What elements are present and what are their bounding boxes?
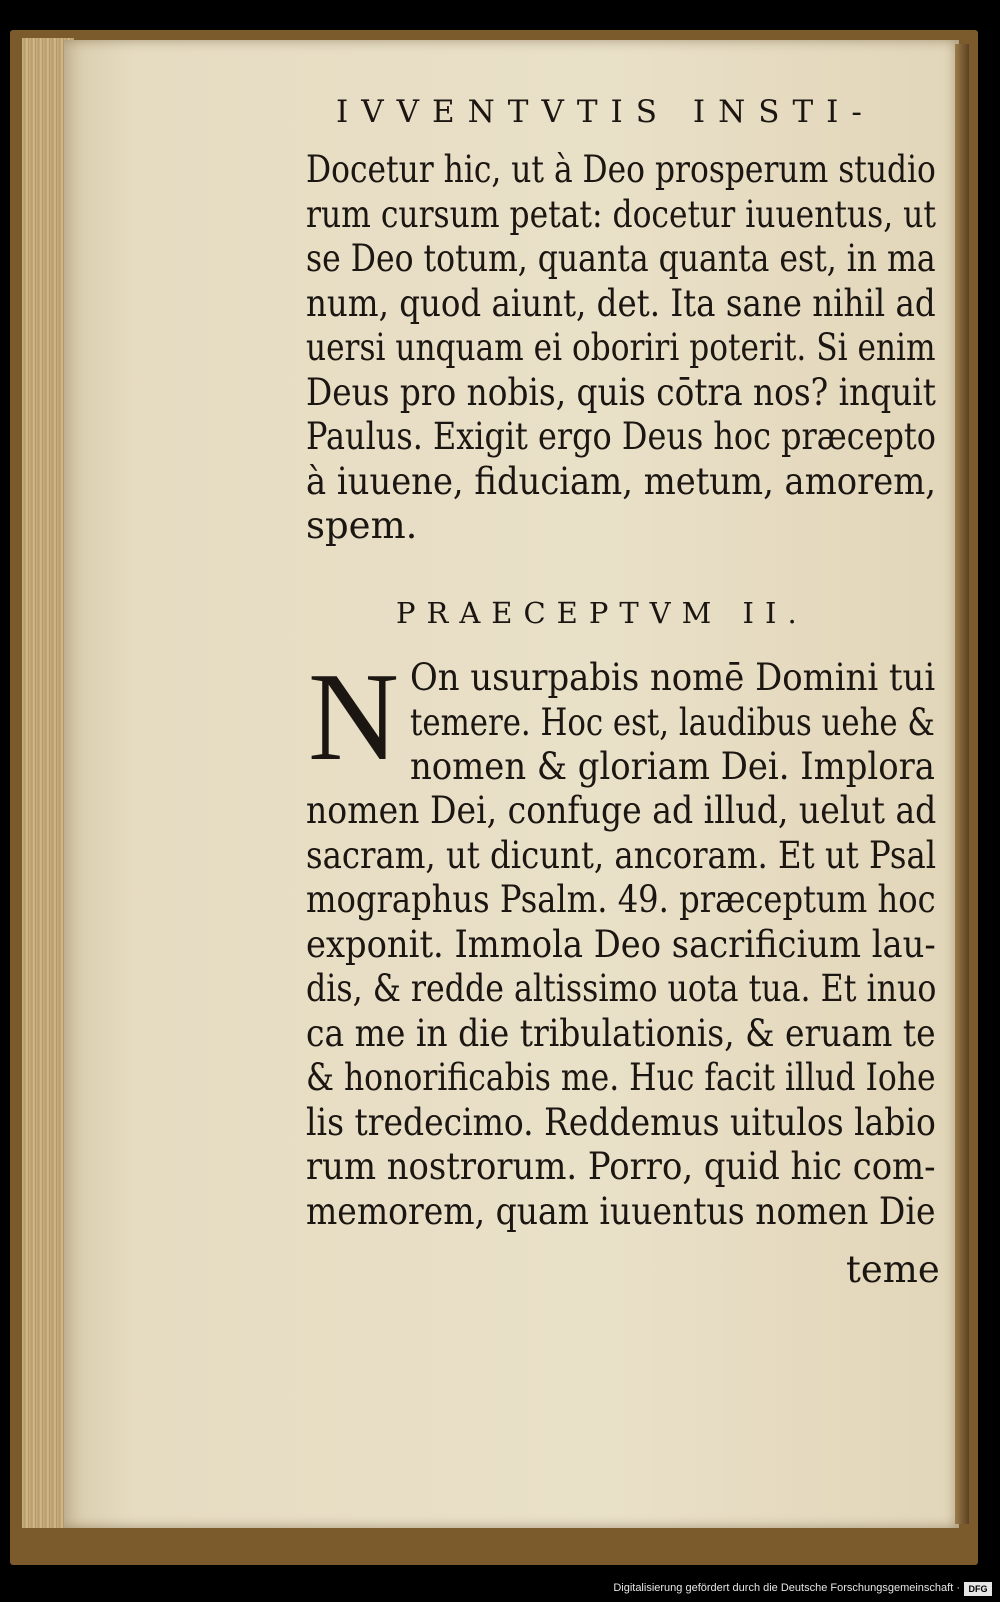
text-line: num, quod aiunt, det. Ita sane nihil ad: [306, 281, 936, 325]
text-line: rum cursum petat: docetur iuuentus, ut: [306, 192, 936, 236]
text-line: rum nostrorum. Porro, quid hic com-: [306, 1145, 936, 1188]
drop-cap: N: [308, 648, 399, 787]
catchword: teme: [846, 1248, 940, 1291]
text-line: mographus Psalm. 49. præceptum hoc: [306, 878, 936, 921]
text-line: à iuuene, fiduciam, metum, amorem,: [306, 459, 936, 503]
dfg-logo: DFG: [964, 1582, 992, 1596]
text-line: temere. Hoc est, laudibus uehe &: [410, 700, 935, 744]
text-line: exponit. Immola Deo sacrificium lau-: [306, 922, 936, 966]
text-line: Docetur hic, ut à Deo prosperum studio: [306, 148, 936, 191]
text-line: sacram, ut dicunt, ancoram. Et ut Psal: [306, 833, 937, 877]
text-line: On usurpabis nomē Domini tui: [410, 656, 936, 699]
text-line: nomen Dei, confuge ad illud, uelut ad: [306, 789, 937, 832]
text-line: dis, & redde altissimo uota tua. Et inuo: [306, 967, 937, 1010]
text-line: Paulus. Exigit ergo Deus hoc præcepto: [306, 415, 936, 458]
running-head: IVVENTVTIS INSTI-: [336, 94, 875, 130]
page-gutter-edge: [955, 44, 969, 1524]
text-line: se Deo totum, quanta quanta est, in ma: [306, 237, 936, 280]
text-line: spem.: [306, 504, 418, 547]
text-line: uersi unquam ei oboriri poterit. Si enim: [306, 326, 936, 369]
section-title: PRAECEPTVM II.: [396, 596, 808, 630]
text-line: Deus pro nobis, quis cōtra nos? inquit: [306, 370, 936, 414]
text-line: memorem, quam iuuentus nomen Die: [306, 1189, 936, 1233]
text-line: nomen & gloriam Dei. Implora: [410, 745, 935, 788]
text-line: ca me in die tribulationis, & eruam te: [306, 1011, 936, 1055]
footer-credit: Digitalisierung gefördert durch die Deutsche Forschungsgemeinschaft ·: [613, 1582, 960, 1594]
text-line: lis tredecimo. Reddemus uitulos labio: [306, 1100, 936, 1144]
text-line: & honorificabis me. Huc facit illud Iohe: [306, 1056, 936, 1099]
